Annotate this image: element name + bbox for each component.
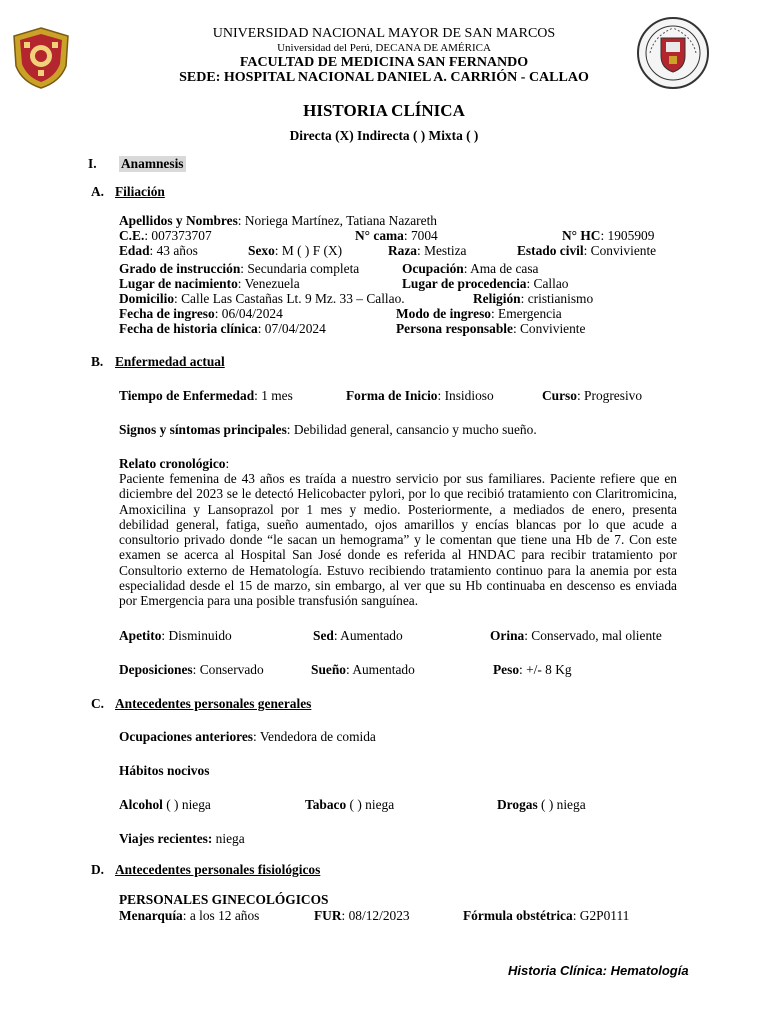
field-tabaco: Tabaco ( ) niega (305, 797, 395, 812)
field-formula-obstetrica: Fórmula obstétrica: G2P0111 (463, 908, 630, 923)
subsection-letter: D. (91, 862, 105, 877)
subsection-title-antecedentes-generales: Antecedentes personales generales (115, 696, 312, 711)
subsection-letter: C. (91, 696, 105, 711)
field-edad: Edad: 43 años (119, 243, 198, 258)
subsection-letter: A. (91, 184, 105, 199)
field-apetito: Apetito: Disminuido (119, 628, 232, 643)
history-type-line: Directa (X) Indirecta ( ) Mixta ( ) (289, 128, 479, 143)
relato-label: Relato cronológico: (119, 456, 230, 471)
habitos-nocivos-heading: Hábitos nocivos (119, 763, 210, 778)
field-drogas: Drogas ( ) niega (497, 797, 586, 812)
field-peso: Peso: +/- 8 Kg (493, 662, 572, 677)
field-fecha-historia: Fecha de historia clínica: 07/04/2024 (119, 321, 326, 336)
subsection-letter: B. (91, 354, 104, 369)
subsection-title-filiacion: Filiación (115, 184, 165, 199)
document-title: HISTORIA CLÍNICA (303, 101, 465, 120)
field-lugar-procedencia: Lugar de procedencia: Callao (402, 276, 569, 291)
field-ocupaciones-anteriores: Ocupaciones anteriores: Vendedora de comida (119, 729, 376, 744)
field-fur: FUR: 08/12/2023 (314, 908, 410, 923)
field-lugar-nacimiento: Lugar de nacimiento: Venezuela (119, 276, 300, 291)
field-sueno: Sueño: Aumentado (311, 662, 415, 677)
field-religion: Religión: cristianismo (473, 291, 594, 306)
field-curso: Curso: Progresivo (542, 388, 643, 403)
subsection-title-antecedentes-fisiologicos: Antecedentes personales fisiológicos (115, 862, 321, 877)
section-title-anamnesis: Anamnesis (121, 156, 184, 171)
field-raza: Raza: Mestiza (388, 243, 467, 258)
field-orina: Orina: Conservado, mal oliente (490, 628, 662, 643)
field-forma-inicio: Forma de Inicio: Insidioso (346, 388, 494, 403)
faculty-name: FACULTAD DE MEDICINA SAN FERNANDO (239, 55, 529, 70)
field-ce: C.E.: 007373707 (119, 228, 212, 243)
subsection-title-enfermedad: Enfermedad actual (115, 354, 225, 369)
field-persona-responsable: Persona responsable: Conviviente (396, 321, 586, 336)
field-fecha-ingreso: Fecha de ingreso: 06/04/2024 (119, 306, 283, 321)
field-ocupacion: Ocupación: Ama de casa (402, 261, 539, 276)
field-alcohol: Alcohol ( ) niega (119, 797, 211, 812)
relato-cronologico-text: Paciente femenina de 43 años es traída a nuestro servicio por sus familiares. Paciente refiere que en diciembre del 2023 se le detectó Helicobacter pylori, por lo que recibió tratamiento con Claritromicina, Amoxicilina y Lansoprazol por 1 mes y medio. Posteriormente, a mediados de enero, presenta debilidad general, fatiga, sueño aumentado, ojos amarillos y encías blancas por lo que acude a consultorio privado donde “le sacan un hemograma” y le comentan que tiene una Hb de 7. Con este examen se acerca al Hospital San José donde es referida al HNDAC para recibir tratamiento por Consultorio externo de Hematología. Estuvo recibiendo tratamiento continuo para la anemia por esta especialidad desde el 15 de marzo, sin embargo, al ver que su Hb continuaba en descenso es enviada por Emergencia para una posible transfusión sanguínea. (119, 471, 677, 609)
field-signos-sintomas: Signos y síntomas principales: Debilidad general, cansancio y mucho sueño. (119, 422, 537, 437)
field-modo-ingreso: Modo de ingreso: Emergencia (396, 306, 562, 321)
university-subtitle: Universidad del Perú, DECANA DE AMÉRICA (277, 42, 491, 54)
field-hc: N° HC: 1905909 (562, 228, 655, 243)
site-name: SEDE: HOSPITAL NACIONAL DANIEL A. CARRIÓN - CALLAO (179, 70, 589, 85)
field-nombres: Apellidos y Nombres: Noriega Martínez, Tatiana Nazareth (119, 213, 438, 228)
field-cama: N° cama: 7004 (355, 228, 438, 243)
field-sexo: Sexo: M ( ) F (X) (248, 243, 343, 258)
field-viajes-recientes: Viajes recientes: niega (119, 831, 245, 846)
field-menarquia: Menarquía: a los 12 años (119, 908, 260, 923)
field-grado-instruccion: Grado de instrucción: Secundaria completa (119, 261, 360, 276)
section-number: I. (88, 156, 97, 171)
field-sed: Sed: Aumentado (313, 628, 403, 643)
field-tiempo-enfermedad: Tiempo de Enfermedad: 1 mes (119, 388, 293, 403)
university-name: UNIVERSIDAD NACIONAL MAYOR DE SAN MARCOS (212, 26, 556, 41)
field-estado-civil: Estado civil: Conviviente (517, 243, 657, 258)
field-domicilio: Domicilio: Calle Las Castañas Lt. 9 Mz. 33 – Callao. (119, 291, 405, 306)
field-deposiciones: Deposiciones: Conservado (119, 662, 264, 677)
page-footer: Historia Clínica: Hematología (508, 963, 689, 978)
ginecologicos-heading: PERSONALES GINECOLÓGICOS (119, 892, 329, 907)
